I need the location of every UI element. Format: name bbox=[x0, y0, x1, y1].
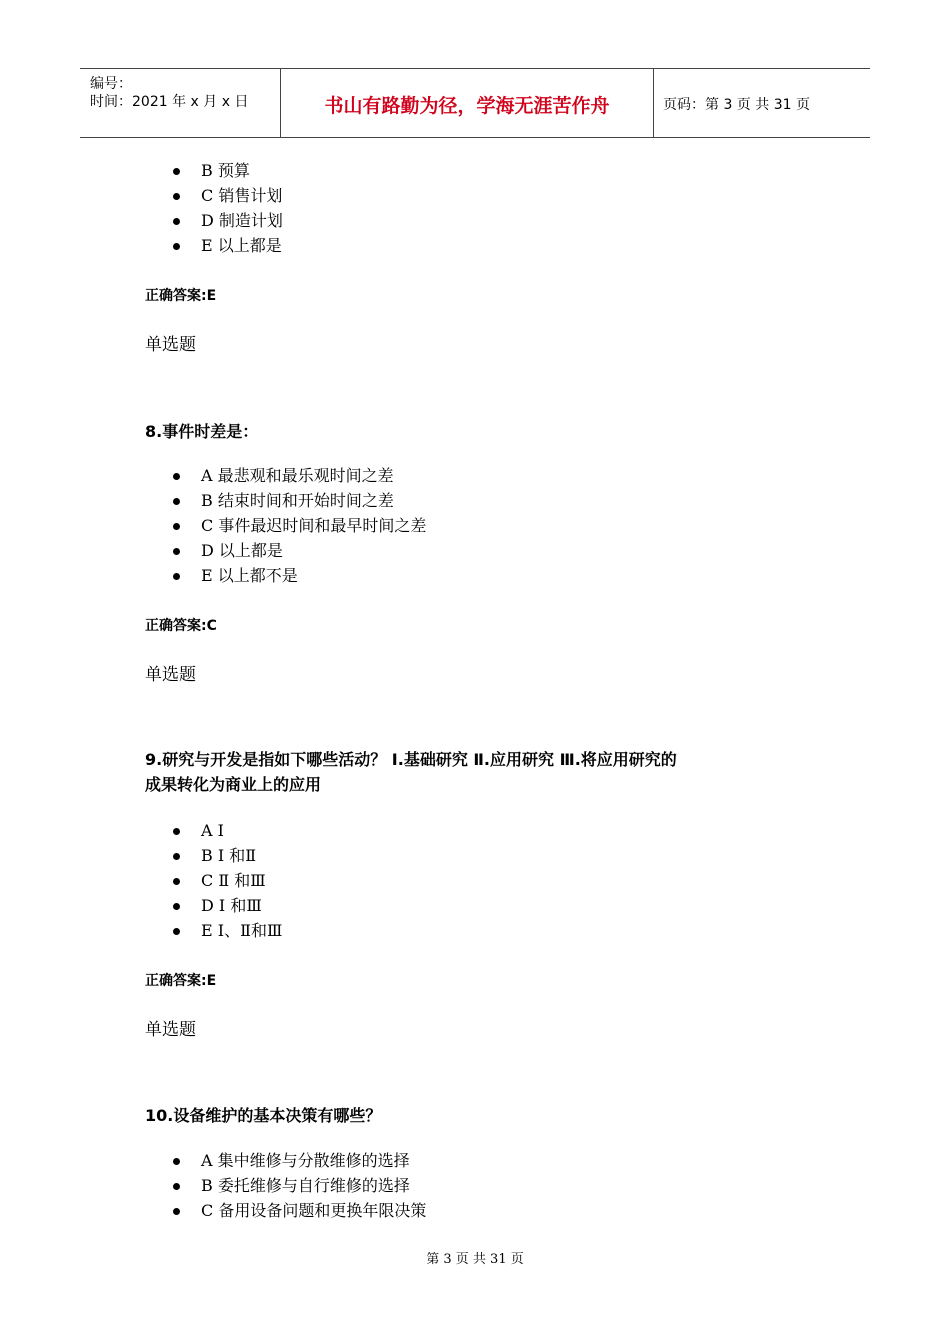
correct-answer: 正确答案:E bbox=[145, 973, 217, 989]
bullet-icon bbox=[173, 903, 180, 910]
bullet-icon bbox=[173, 573, 180, 580]
bullet-icon bbox=[173, 853, 180, 860]
option-text: B 预算 bbox=[201, 161, 250, 180]
option-text: B 结束时间和开始时间之差 bbox=[201, 491, 394, 510]
bullet-icon bbox=[173, 243, 180, 250]
question-type: 单选题 bbox=[145, 665, 196, 685]
header-page-cell bbox=[654, 69, 870, 137]
option-text: E 以上都不是 bbox=[201, 566, 298, 585]
bullet-icon bbox=[173, 1158, 180, 1165]
page-header bbox=[80, 68, 870, 138]
option-text: C 销售计划 bbox=[201, 186, 283, 205]
option-text: E Ⅰ、Ⅱ和Ⅲ bbox=[201, 921, 283, 940]
option-text: C Ⅱ 和Ⅲ bbox=[201, 871, 266, 890]
bullet-icon bbox=[173, 1183, 180, 1190]
option-text: A 集中维修与分散维修的选择 bbox=[201, 1151, 410, 1170]
header-meta-cell bbox=[80, 69, 281, 137]
question-text bbox=[145, 747, 825, 797]
bullet-icon bbox=[173, 548, 180, 555]
bullet-icon bbox=[173, 168, 180, 175]
option-text: A Ⅰ bbox=[201, 821, 224, 840]
option-text: C 事件最迟时间和最早时间之差 bbox=[201, 516, 427, 535]
header-motto-cell bbox=[281, 69, 654, 137]
question-type: 单选题 bbox=[145, 1020, 196, 1040]
question-line: 成果转化为商业上的应用 bbox=[145, 775, 322, 794]
option-text: D 以上都是 bbox=[201, 541, 283, 560]
bullet-icon bbox=[173, 218, 180, 225]
bullet-icon bbox=[173, 1208, 180, 1215]
bullet-icon bbox=[173, 498, 180, 505]
bullet-icon bbox=[173, 928, 180, 935]
option-text: D Ⅰ 和Ⅲ bbox=[201, 896, 262, 915]
bullet-icon bbox=[173, 828, 180, 835]
option-text: A 最悲观和最乐观时间之差 bbox=[201, 466, 394, 485]
page-info: 页码：第 3 页 共 31 页 bbox=[663, 97, 810, 113]
bullet-icon bbox=[173, 523, 180, 530]
bullet-icon bbox=[173, 878, 180, 885]
option-text: E 以上都是 bbox=[201, 236, 282, 255]
question-type: 单选题 bbox=[145, 335, 196, 355]
option-text: D 制造计划 bbox=[201, 211, 283, 230]
option-text: C 备用设备问题和更换年限决策 bbox=[201, 1201, 427, 1220]
date-line: 时间：2021 年 x 月 x 日 bbox=[90, 94, 249, 110]
question-text: 10.设备维护的基本决策有哪些？ bbox=[145, 1106, 382, 1125]
correct-answer: 正确答案:C bbox=[145, 618, 217, 634]
option-text: B 委托维修与自行维修的选择 bbox=[201, 1176, 410, 1195]
question-text: 8.事件时差是： bbox=[145, 422, 259, 441]
code-label: 编号： bbox=[90, 76, 132, 92]
correct-answer: 正确答案:E bbox=[145, 288, 217, 304]
option-text: B Ⅰ 和Ⅱ bbox=[201, 846, 257, 865]
page-footer: 第 3 页 共 31 页 bbox=[426, 1252, 524, 1267]
motto: 书山有路勤为径，学海无涯苦作舟 bbox=[324, 95, 610, 117]
question-line: 9.研究与开发是指如下哪些活动？ Ⅰ.基础研究 Ⅱ.应用研究 Ⅲ.将应用研究的 bbox=[145, 750, 677, 769]
bullet-icon bbox=[173, 193, 180, 200]
bullet-icon bbox=[173, 473, 180, 480]
